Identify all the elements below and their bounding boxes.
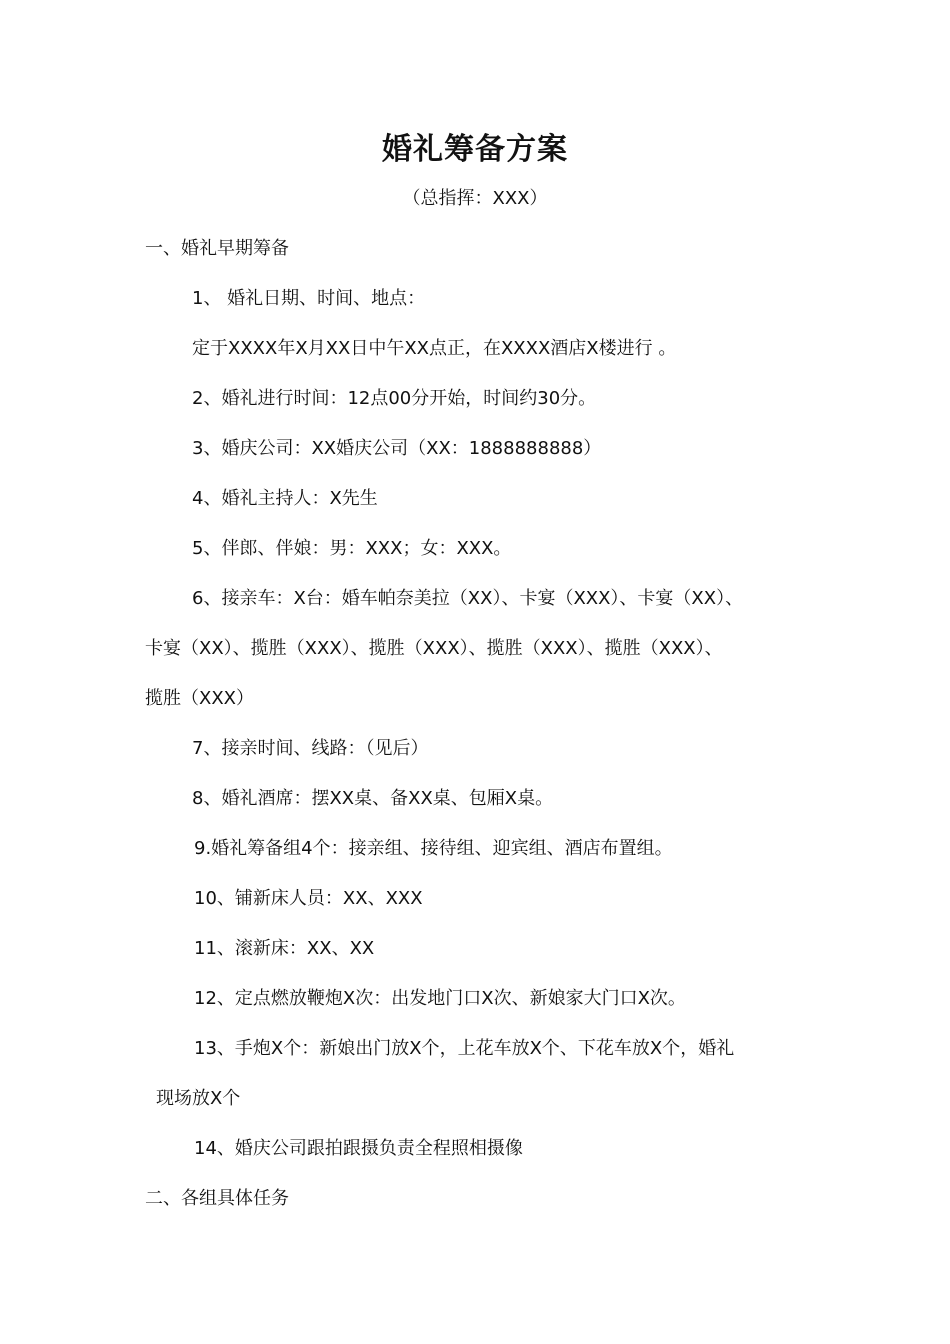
section-heading-early-preparation: 一、婚礼早期筹备	[145, 238, 289, 259]
document-title: 婚礼筹备方案	[382, 132, 568, 167]
item-1-detail: 定于XXXX年X月XX日中午XX点正，在XXXX酒店X楼进行 。	[192, 338, 677, 359]
item-6-line-1: 6、接亲车：X台：婚车帕奈美拉（XX）、卡宴（XXX）、卡宴（XX）、	[192, 588, 744, 609]
item-9: 9.婚礼筹备组4个：接亲组、接待组、迎宾组、酒店布置组。	[194, 838, 673, 859]
document-subtitle: （总指挥：XXX）	[402, 188, 548, 209]
item-5: 5、伴郎、伴娘：男：XXX；女：XXX。	[192, 538, 512, 559]
item-8: 8、婚礼酒席：摆XX桌、备XX桌、包厢X桌。	[192, 788, 554, 809]
item-4: 4、婚礼主持人：X先生	[192, 488, 378, 509]
item-3: 3、婚庆公司：XX婚庆公司（XX：1888888888）	[192, 438, 602, 459]
item-2: 2、婚礼进行时间：12点00分开始，时间约30分。	[192, 388, 597, 409]
section-heading-group-tasks: 二、各组具体任务	[145, 1188, 289, 1209]
item-14: 14、婚庆公司跟拍跟摄负责全程照相摄像	[194, 1138, 523, 1159]
item-6-line-2: 卡宴（XX）、揽胜（XXX）、揽胜（XXX）、揽胜（XXX）、揽胜（XXX）、	[145, 638, 723, 659]
item-10: 10、铺新床人员：XX、XXX	[194, 888, 423, 909]
item-12: 12、定点燃放鞭炮X次：出发地门口X次、新娘家大门口X次。	[194, 988, 686, 1009]
item-13-line-1: 13、手炮X个：新娘出门放X个，上花车放X个、下花车放X个，婚礼	[194, 1038, 735, 1059]
item-7: 7、接亲时间、线路：（见后）	[192, 738, 429, 759]
item-6-line-3: 揽胜（XXX）	[145, 688, 254, 709]
item-1-heading: 1、 婚礼日期、时间、地点：	[192, 288, 426, 309]
item-11: 11、滚新床：XX、XX	[194, 938, 375, 959]
item-13-line-2: 现场放X个	[156, 1088, 241, 1109]
